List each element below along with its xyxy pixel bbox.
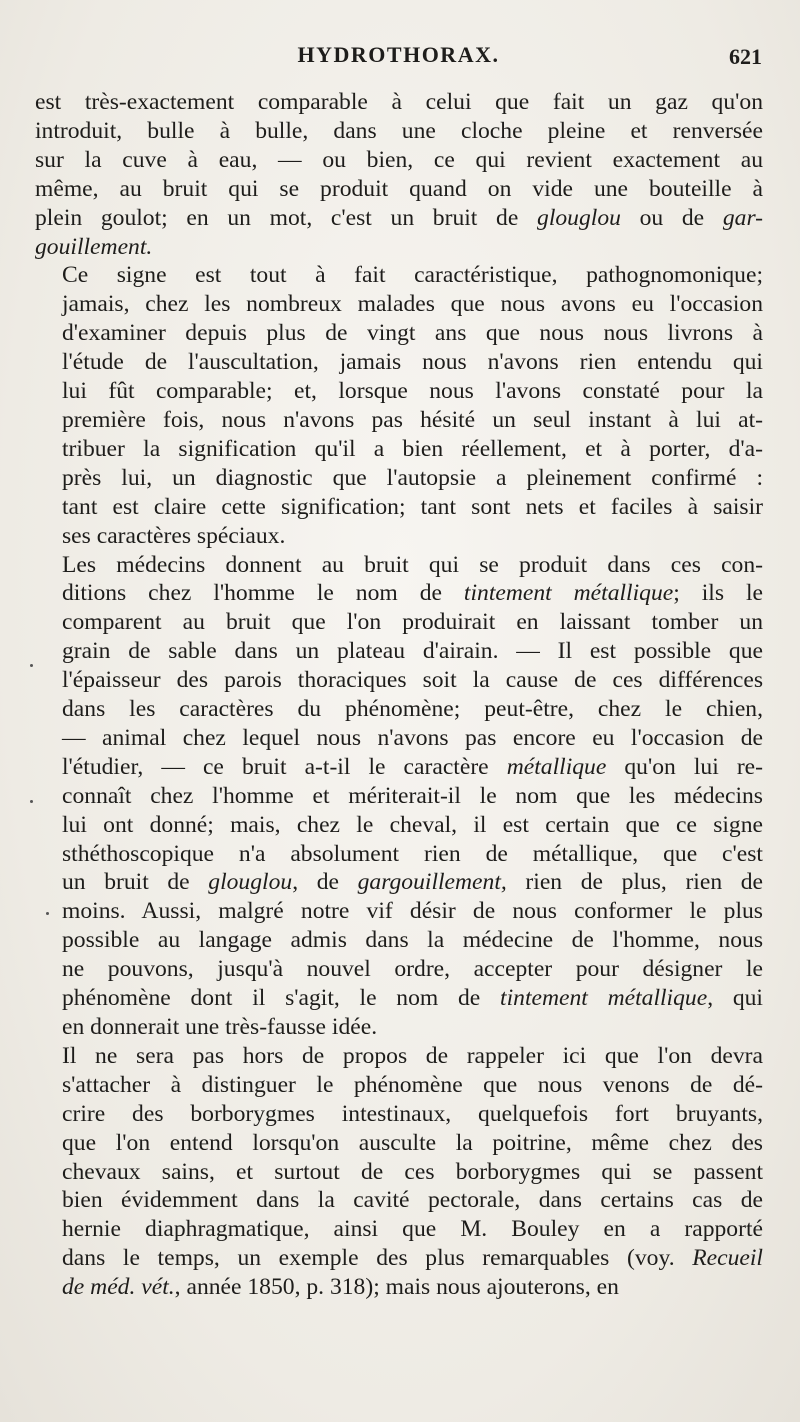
ink-speck [30, 664, 33, 667]
text-line: dans le temps, un exemple des plus remarquables (voy. Recueil [62, 1245, 763, 1272]
text-line: s'attacher à distinguer le phénomène que nous venons de dé- [62, 1071, 763, 1098]
italic-term: de méd. vét. [62, 1274, 175, 1301]
text-line: possible au langage admis dans la médecine de l'homme, nous [62, 927, 763, 954]
text-line: tribuer la signification qu'il a bien réellement, et à porter, d'a- [62, 435, 763, 462]
italic-term: Recueil [692, 1245, 763, 1272]
text-line: chevaux sains, et surtout de ces borborygmes qui se passent [62, 1158, 763, 1185]
text-line [35, 233, 763, 262]
text-line: l'épaisseur des parois thoraciques soit la cause de ces différences [62, 667, 763, 694]
page-header [35, 42, 762, 72]
text-line: dans les caractères du phénomène; peut-être, chez le chien, [62, 696, 763, 723]
italic-term: tintement métallique [500, 985, 708, 1012]
text-line: première fois, nous n'avons pas hésité un seul instant à lui at- [62, 406, 763, 433]
text-line: tant est claire cette signification; tant sont nets et faciles à saisir [62, 493, 763, 520]
italic-term: tintement métallique [463, 580, 674, 607]
text-line: lui fût comparable; et, lorsque nous l'avons constaté pour la [62, 378, 763, 405]
text-line: connaît chez l'homme et mériterait-il le nom que les médecins [62, 782, 763, 809]
paragraph-1 [35, 88, 763, 261]
text-line: en donnerait une très-fausse idée. [62, 1014, 378, 1040]
text-line: moins. Aussi, malgré notre vif désir de nous conformer le plus [62, 898, 763, 925]
page-body [35, 88, 763, 1302]
text-line: l'étude de l'auscultation, jamais nous n'avons rien entendu qui [62, 349, 763, 376]
text-line: lui ont donné; mais, chez le cheval, il est certain que ce signe [62, 811, 763, 838]
text-line: même, au bruit qui se produit quand on vide une bouteille à [35, 175, 763, 202]
text-line: bien évidemment dans la cavité pectorale, dans certains cas de [62, 1187, 763, 1214]
italic-term: métallique [506, 753, 607, 780]
text-line: sur la cuve à eau, — ou bien, ce qui revient exactement au [35, 146, 763, 173]
text-line: l'étudier, — ce bruit a-t-il le caractère métallique qu'on lui re- [62, 753, 763, 780]
text-line: sthéthoscopique n'a absolument rien de métallique, que c'est [62, 840, 763, 867]
text-line: que l'on entend lorsqu'on ausculte la poitrine, même chez des [62, 1129, 763, 1156]
text-line: jamais, chez les nombreux malades que nous avons eu l'occasion [62, 291, 763, 318]
text-line: ne pouvons, jusqu'à nouvel ordre, accepter pour désigner le [62, 956, 763, 983]
italic-term: glouglou [208, 869, 293, 896]
paragraph-4 [35, 1042, 763, 1302]
text-line: ses caractères spéciaux. [62, 522, 286, 549]
text-line: Il ne sera pas hors de propos de rappeler ici que l'on devra [62, 1042, 763, 1069]
text-line: — animal chez lequel nous n'avons pas encore eu l'occasion de [62, 724, 763, 751]
paragraph-3 [35, 551, 763, 1042]
text-line: un bruit de glouglou, de gargouillement, rien de plus, rien de [62, 869, 764, 896]
text-line: est très-exactement comparable à celui que fait un gaz qu'on [35, 89, 763, 115]
text-line: comparent au bruit que l'on produirait en laissant tomber un [62, 609, 763, 636]
text-line: d'examiner depuis plus de vingt ans que nous nous livrons à [62, 320, 763, 347]
text-line: Les médecins donnent au bruit qui se produit dans ces con- [62, 551, 763, 578]
paragraph-2 [35, 261, 763, 550]
italic-term: gargouillement, [357, 869, 507, 896]
italic-term: gouillement. [35, 233, 153, 260]
italic-term: glouglou [537, 204, 621, 231]
running-title: HYDROTHORAX. [297, 42, 500, 67]
text-line: grain de sable dans un plateau d'airain. — Il est possible que [62, 638, 763, 665]
text-line: près lui, un diagnostic que l'autopsie a pleinement confirmé : [62, 464, 763, 491]
text-line: plein goulot; en un mot, c'est un bruit de glouglou ou de gar- [35, 204, 764, 231]
text-line: introduit, bulle à bulle, dans une cloche pleine et renversée [35, 117, 763, 144]
ink-speck [46, 912, 49, 915]
page-number: 621 [729, 44, 762, 69]
text-line: phénomène dont il s'agit, le nom de tintement métallique, qui [62, 985, 763, 1012]
italic-term: gar- [722, 204, 764, 231]
text-line: Ce signe est tout à fait caractéristique, pathognomonique; [62, 262, 763, 289]
text-line: crire des borborygmes intestinaux, quelquefois fort bruyants, [62, 1100, 763, 1127]
text-line: de méd. vét., année 1850, p. 318); mais nous ajouterons, en [62, 1274, 619, 1301]
text-line: hernie diaphragmatique, ainsi que M. Bouley en a rapporté [62, 1216, 763, 1243]
ink-speck [30, 800, 33, 803]
text-line: ditions chez l'homme le nom de tintement métallique; ils le [62, 580, 764, 607]
